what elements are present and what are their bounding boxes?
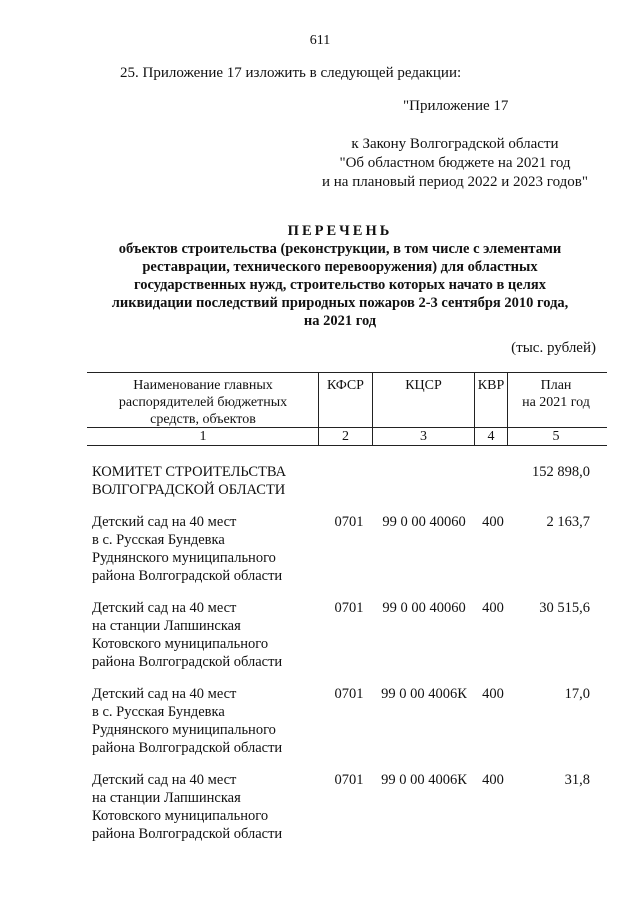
row-name-line: Детский сад на 40 мест xyxy=(92,514,237,530)
intro-paragraph: 25. Приложение 17 изложить в следующей редакции: xyxy=(120,65,462,81)
row-name-line: ВОЛГОГРАДСКОЙ ОБЛАСТИ xyxy=(92,482,286,498)
row-plan: 31,8 xyxy=(564,772,590,788)
row-kfsr: 0701 xyxy=(334,514,364,530)
row-name-line: в с. Русская Бундевка xyxy=(92,532,225,548)
col-number: 1 xyxy=(199,429,207,444)
row-kcsr: 99 0 00 40060 xyxy=(382,514,466,530)
col-number: 5 xyxy=(552,429,560,444)
row-kcsr: 99 0 00 4006К xyxy=(381,686,467,702)
row-plan: 17,0 xyxy=(564,686,590,702)
row-kvr: 400 xyxy=(482,514,504,530)
law-ref-line: к Закону Волгоградской области xyxy=(351,136,559,152)
unit-label: (тыс. рублей) xyxy=(511,340,596,356)
law-ref-line: "Об областном бюджете на 2021 год xyxy=(339,155,571,171)
law-reference xyxy=(300,135,610,192)
col-number: 2 xyxy=(342,429,349,444)
row-kvr: 400 xyxy=(482,772,504,788)
row-name xyxy=(92,685,322,757)
row-name-line: района Волгоградской области xyxy=(92,740,283,756)
title-line: реставрации, технического перевооружения) для областных xyxy=(142,259,538,275)
header-plan-line: на 2021 год xyxy=(522,395,590,410)
col-number: 4 xyxy=(487,429,495,444)
document-title xyxy=(60,222,620,330)
header-kvr: КВР xyxy=(477,378,505,393)
header-kcsr: КЦСР xyxy=(405,378,442,393)
col-number: 3 xyxy=(420,429,427,444)
row-name-line: Руднянского муниципального xyxy=(92,550,276,566)
row-name-line: на станции Лапшинская xyxy=(92,618,241,634)
header-name xyxy=(92,377,314,428)
row-name-line: района Волгоградской области xyxy=(92,654,283,670)
header-name-line: Наименование главных xyxy=(133,378,273,393)
row-name-line: Детский сад на 40 мест xyxy=(92,772,237,788)
row-name-line: Детский сад на 40 мест xyxy=(92,600,237,616)
row-name-line: Котовского муниципального xyxy=(92,636,269,652)
header-plan xyxy=(508,377,604,411)
table-top-rule xyxy=(87,372,607,373)
row-kcsr: 99 0 00 4006К xyxy=(381,772,467,788)
row-plan: 2 163,7 xyxy=(546,514,590,530)
page-number: 611 xyxy=(309,33,331,48)
row-name xyxy=(92,599,322,671)
row-name-line: Котовского муниципального xyxy=(92,808,269,824)
row-kfsr: 0701 xyxy=(334,686,364,702)
row-name xyxy=(92,771,322,843)
header-name-line: распорядителей бюджетных xyxy=(118,395,288,410)
header-kfsr: КФСР xyxy=(327,378,364,393)
row-kfsr: 0701 xyxy=(334,600,364,616)
row-plan: 30 515,6 xyxy=(539,600,590,616)
row-name-line: на станции Лапшинская xyxy=(92,790,241,806)
col-number-rule xyxy=(87,445,607,446)
row-name-line: КОМИТЕТ СТРОИТЕЛЬСТВА xyxy=(92,464,287,480)
header-plan-line: План xyxy=(540,378,572,393)
row-name xyxy=(92,513,322,585)
header-name-line: средств, объектов xyxy=(150,412,256,427)
row-name-line: района Волгоградской области xyxy=(92,568,283,584)
row-name xyxy=(92,463,322,499)
law-ref-line: и на плановый период 2022 и 2023 годов" xyxy=(322,174,588,190)
appendix-label: "Приложение 17 xyxy=(403,98,509,114)
title-line: ликвидации последствий природных пожаров 2-3 сентября 2010 года, xyxy=(111,295,569,311)
row-name-line: района Волгоградской области xyxy=(92,826,283,842)
row-plan: 152 898,0 xyxy=(532,464,590,480)
title-line: объектов строительства (реконструкции, в том числе с элементами xyxy=(118,241,562,257)
row-kvr: 400 xyxy=(482,686,504,702)
title-heading: ПЕРЕЧЕНЬ xyxy=(287,223,393,239)
row-name-line: в с. Русская Бундевка xyxy=(92,704,225,720)
row-kfsr: 0701 xyxy=(334,772,364,788)
row-kcsr: 99 0 00 40060 xyxy=(382,600,466,616)
title-line: на 2021 год xyxy=(303,313,377,329)
row-name-line: Детский сад на 40 мест xyxy=(92,686,237,702)
row-name-line: Руднянского муниципального xyxy=(92,722,276,738)
row-kvr: 400 xyxy=(482,600,504,616)
title-line: государственных нужд, строительство которых начато в целях xyxy=(134,277,546,293)
